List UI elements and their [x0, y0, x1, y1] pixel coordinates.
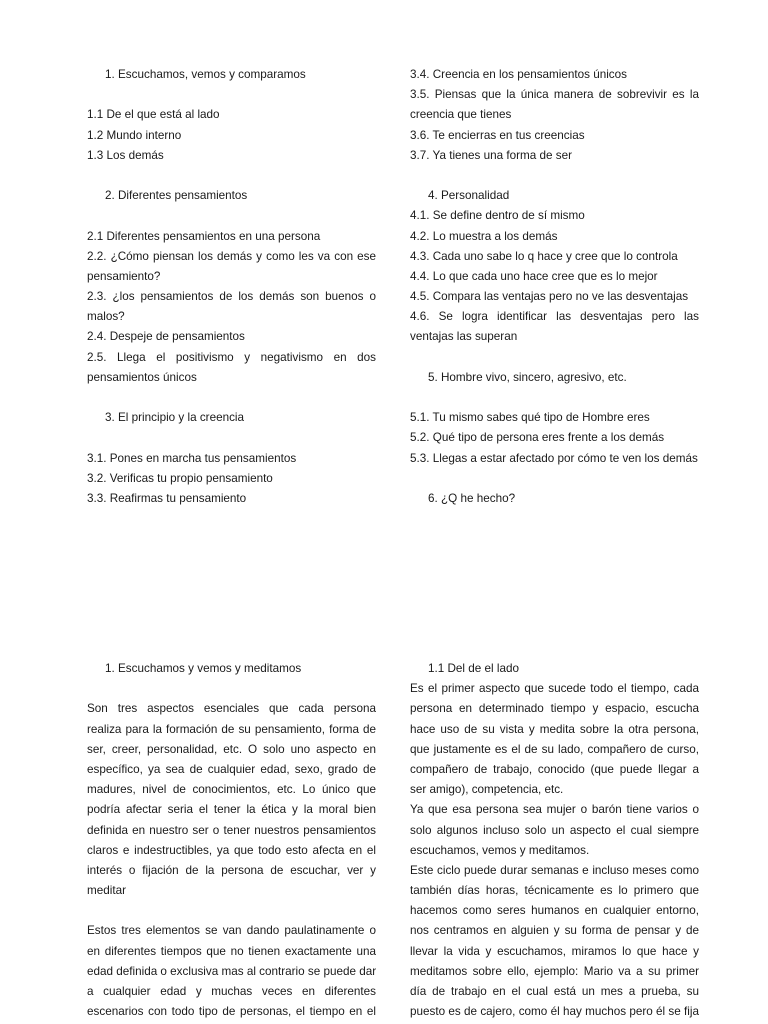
blank-line: [87, 428, 376, 448]
blank-line: [87, 679, 376, 699]
text-line: 3.2. Verificas tu propio pensamiento: [87, 471, 273, 485]
section-heading: 3. El principio y la creencia: [105, 411, 245, 425]
blank-line: [410, 388, 699, 408]
blank-line: [87, 85, 376, 105]
text-line: pensamientos únicos: [87, 370, 197, 384]
text-line: 4.2. Lo muestra a los demás: [410, 229, 558, 243]
blank-line: [87, 388, 376, 408]
text-line: 5.2. Qué tipo de persona eres frente a los demás: [410, 431, 665, 445]
text-line: 1.2 Mundo interno: [87, 128, 182, 142]
text-line: 3.3. Reafirmas tu pensamiento: [87, 491, 247, 505]
text-line: 4.6. Se logra identificar las desventajas pero las: [410, 310, 699, 324]
text-line: 2.1 Diferentes pensamientos en una persona: [87, 229, 321, 243]
blank-line: [410, 166, 699, 186]
text-line: meditar: [87, 884, 126, 898]
text-line: 4.1. Se define dentro de sí mismo: [410, 209, 585, 223]
text-line: 3.5. Piensas que la única manera de sobrevivir es la: [410, 88, 699, 102]
text-line: 3.6. Te encierras en tus creencias: [410, 128, 585, 142]
text-line: puesto es de cajero, como él hay muchos pero él se fija: [410, 1005, 699, 1019]
text-line: día de trabajo en el cual está un mes a prueba, su: [410, 985, 699, 998]
text-line: que justamente es el de su lado, compañero de curso,: [410, 742, 699, 756]
text-line: hace uso de su vista y medita sobre la otra persona,: [410, 722, 699, 736]
text-line: Son tres aspectos esenciales que cada persona: [87, 702, 376, 716]
text-line: meditamos sobre ello, ejemplo: Mario va a su primer: [410, 964, 699, 978]
text-line: podría afectar seria el tener la ética y la moral bien: [87, 803, 376, 817]
text-line: ser, creer, personalidad, etc. O solo uno aspecto en: [87, 742, 376, 756]
section-heading: 1. Escuchamos y vemos y meditamos: [105, 662, 302, 675]
essay-column-left: [87, 659, 376, 1022]
blank-line: [87, 206, 376, 226]
text-line: escenarios con todo tipo de personas, el tiempo en el: [87, 1005, 376, 1019]
text-line: 4.4. Lo que cada uno hace cree que es lo mejor: [410, 269, 658, 283]
section-heading: 2. Diferentes pensamientos: [105, 189, 248, 203]
text-line: 2.5. Llega el positivismo y negativismo en dos: [87, 350, 376, 364]
text-line: malos?: [87, 310, 125, 324]
text-line: madures, nivel de conocimientos, etc. Lo único que: [87, 783, 376, 797]
section-heading: 4. Personalidad: [428, 189, 510, 203]
text-line: 4.5. Compara las ventajas pero no ve las desventajas: [410, 290, 689, 304]
text-line: claros e indestructibles, ya que todo esto afecta en el: [87, 843, 376, 857]
blank-line: [87, 901, 376, 921]
text-line: a cualquier edad y muchas veces en diferentes: [87, 985, 376, 998]
text-line: 2.2. ¿Cómo piensan los demás y como les va con ese: [87, 249, 376, 263]
text-line: 2.3. ¿los pensamientos de los demás son buenos o: [87, 290, 376, 304]
text-line: edad definida o exclusiva mas al contrario se puede dar: [87, 964, 376, 978]
text-line: Ya que esa persona sea mujer o barón tiene varios o: [410, 803, 699, 817]
text-line: 5.3. Llegas a estar afectado por cómo te ven los demás: [410, 451, 698, 465]
text-line: hacemos como seres humanos en cualquier entorno,: [410, 904, 699, 918]
blank-line: [410, 469, 699, 489]
text-line: creencia que tienes: [410, 108, 512, 122]
essay-column-right: [410, 659, 699, 1022]
text-line: persona en determinado tiempo y espacio, escucha: [410, 702, 699, 716]
section-heading: 6. ¿Q he hecho?: [428, 491, 516, 505]
text-line: específico, ya sea de cualquier edad, sexo, grado de: [87, 762, 376, 776]
text-line: nos centramos en alguien y su forma de pensar y de: [410, 924, 699, 938]
text-line: 1.3 Los demás: [87, 148, 164, 162]
text-line: solo algunos incluso solo un aspecto el cual siempre: [410, 823, 699, 837]
text-line: también días horas, técnicamente es lo primero que: [410, 884, 699, 898]
outline-column-left: [87, 65, 376, 509]
text-line: Estos tres elementos se van dando paulatinamente o: [87, 924, 376, 938]
text-line: 4.3. Cada uno sabe lo q hace y cree que lo controla: [410, 249, 678, 263]
section-heading: 1. Escuchamos, vemos y comparamos: [105, 68, 306, 81]
text-line: en diferentes tiempos que no tienen exactamente una: [87, 944, 376, 958]
blank-line: [87, 166, 376, 186]
text-line: 3.4. Creencia en los pensamientos únicos: [410, 68, 627, 81]
blank-line: [410, 348, 699, 368]
text-line: escuchamos, vemos y meditamos.: [410, 843, 590, 857]
text-line: ser amigo), competencia, etc.: [410, 783, 564, 797]
text-line: compañero de trabajo, conocido (que puede llegar a: [410, 762, 699, 776]
text-line: pensamiento?: [87, 269, 161, 283]
section-heading: 1.1 Del de el lado: [428, 662, 519, 675]
outline-column-right: [410, 65, 699, 509]
section-heading: 5. Hombre vivo, sincero, agresivo, etc.: [428, 370, 627, 384]
text-line: interés o fijación de la persona de escuchar, ver y: [87, 863, 376, 877]
text-line: realiza para la formación de su pensamiento, forma de: [87, 722, 376, 736]
text-line: 3.1. Pones en marcha tus pensamientos: [87, 451, 297, 465]
text-line: definida en nuestro ser o tener nuestros pensamientos: [87, 823, 376, 837]
text-line: 5.1. Tu mismo sabes qué tipo de Hombre eres: [410, 411, 650, 425]
text-line: Este ciclo puede durar semanas e incluso meses como: [410, 863, 699, 877]
text-line: 3.7. Ya tienes una forma de ser: [410, 148, 572, 162]
text-line: 1.1 De el que está al lado: [87, 108, 220, 122]
text-line: llevar la vida y escuchamos, miramos lo que hace y: [410, 944, 699, 958]
text-line: 2.4. Despeje de pensamientos: [87, 330, 245, 344]
text-line: Es el primer aspecto que sucede todo el tiempo, cada: [410, 682, 699, 696]
text-line: ventajas las superan: [410, 330, 518, 344]
